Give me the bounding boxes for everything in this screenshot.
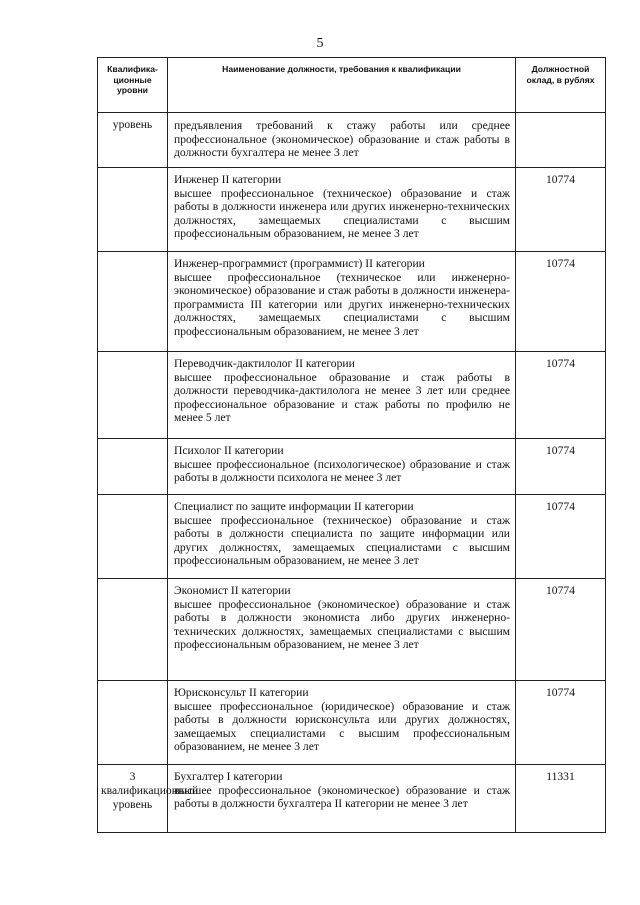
table-header-row xyxy=(98,58,606,113)
row-requirements: высшее профессиональное (техническое) образование и стаж работы в должности инженера или других инженерно-технических должностях, замещаемых специалистами с высшим профессиональным образованием, не менее 3 лет xyxy=(174,186,510,241)
row-title: Психолог II категории xyxy=(174,444,284,457)
row-title: Бухгалтер I категории xyxy=(174,770,283,783)
row-salary: 10774 xyxy=(516,579,606,681)
row-requirements: высшее профессиональное (психологическое) образование и стаж работы в должности психолога не менее 3 лет xyxy=(174,457,510,485)
row-salary: 10774 xyxy=(516,168,606,252)
row-description xyxy=(168,681,516,765)
header-level: Квалифика-ционные уровни xyxy=(98,58,168,113)
row-description xyxy=(168,579,516,681)
row-requirements: предъявления требований к стажу работы или среднее профессиональное (экономическое) образование и стаж работы в должности бухгалтера не менее 3 лет xyxy=(174,119,510,160)
row-description xyxy=(168,765,516,833)
table-row xyxy=(98,765,606,833)
row-requirements: высшее профессиональное (экономическое) образование и стаж работы в должности экономиста либо других инженерно-технических должностях, замещаемых специалистами с высшим профессиональным образованием, не менее 3 лет xyxy=(174,597,510,652)
row-requirements: высшее профессиональное (техническое) образование и стаж работы в должности специалиста по защите информации или других должностях, замещаемых специалистами с высшим профессиональным образованием, не менее 3 лет xyxy=(174,513,510,568)
row-salary: 10774 xyxy=(516,495,606,579)
row-description xyxy=(168,352,516,439)
row-title: Юрисконсульт II категории xyxy=(174,686,309,699)
row-salary: 10774 xyxy=(516,252,606,352)
row-level xyxy=(98,681,168,765)
row-level xyxy=(98,168,168,252)
row-description xyxy=(168,439,516,495)
row-level: уровень xyxy=(98,113,168,168)
row-level xyxy=(98,579,168,681)
table-row xyxy=(98,352,606,439)
row-salary: 10774 xyxy=(516,352,606,439)
header-salary: Должностной оклад, в рублях xyxy=(516,58,606,113)
table-row xyxy=(98,113,606,168)
row-title: Специалист по защите информации II категории xyxy=(174,500,414,513)
row-salary: 10774 xyxy=(516,439,606,495)
table-row xyxy=(98,681,606,765)
header-position: Наименование должности, требования к квалификации xyxy=(168,58,516,113)
row-title: Инженер II категории xyxy=(174,173,282,186)
row-requirements: высшее профессиональное (экономическое) образование и стаж работы в должности бухгалтера II категории не менее 3 лет xyxy=(174,783,510,811)
qualification-table xyxy=(97,57,606,833)
row-title: Переводчик-дактилолог II категории xyxy=(174,357,355,370)
row-level xyxy=(98,495,168,579)
row-description xyxy=(168,252,516,352)
table-row xyxy=(98,579,606,681)
row-salary: 10774 xyxy=(516,681,606,765)
row-requirements: высшее профессиональное (юридическое) образование и стаж работы в должности юрисконсульта или других должностях, замещаемых специалистами с высшим профессиональным образованием, не менее 3 лет xyxy=(174,699,510,754)
row-description xyxy=(168,495,516,579)
row-description xyxy=(168,113,516,168)
row-level xyxy=(98,439,168,495)
table-row xyxy=(98,168,606,252)
row-salary xyxy=(516,113,606,168)
row-salary: 11331 xyxy=(516,765,606,833)
row-title: Инженер-программист (программист) II категории xyxy=(174,257,425,270)
row-level xyxy=(98,352,168,439)
row-requirements: высшее профессиональное образование и стаж работы в должности переводчика-дактилолога не менее 3 лет или среднее профессиональное образование и стаж работы по профилю не менее 5 лет xyxy=(174,370,510,425)
row-description xyxy=(168,168,516,252)
row-level xyxy=(98,252,168,352)
table-row xyxy=(98,252,606,352)
row-level: 3 квалификационный уровень xyxy=(98,765,168,833)
row-requirements: высшее профессиональное (техническое или инженерно-экономическое) образование и стаж работы в должности инженера-программиста III категории или других инженерно-технических должностях, замещаемых специалистами с высшим профессиональным образованием, не менее 3 лет xyxy=(174,270,510,338)
page-number: 5 xyxy=(316,36,324,51)
table-row xyxy=(98,495,606,579)
row-title: Экономист II категории xyxy=(174,584,291,597)
table-row xyxy=(98,439,606,495)
